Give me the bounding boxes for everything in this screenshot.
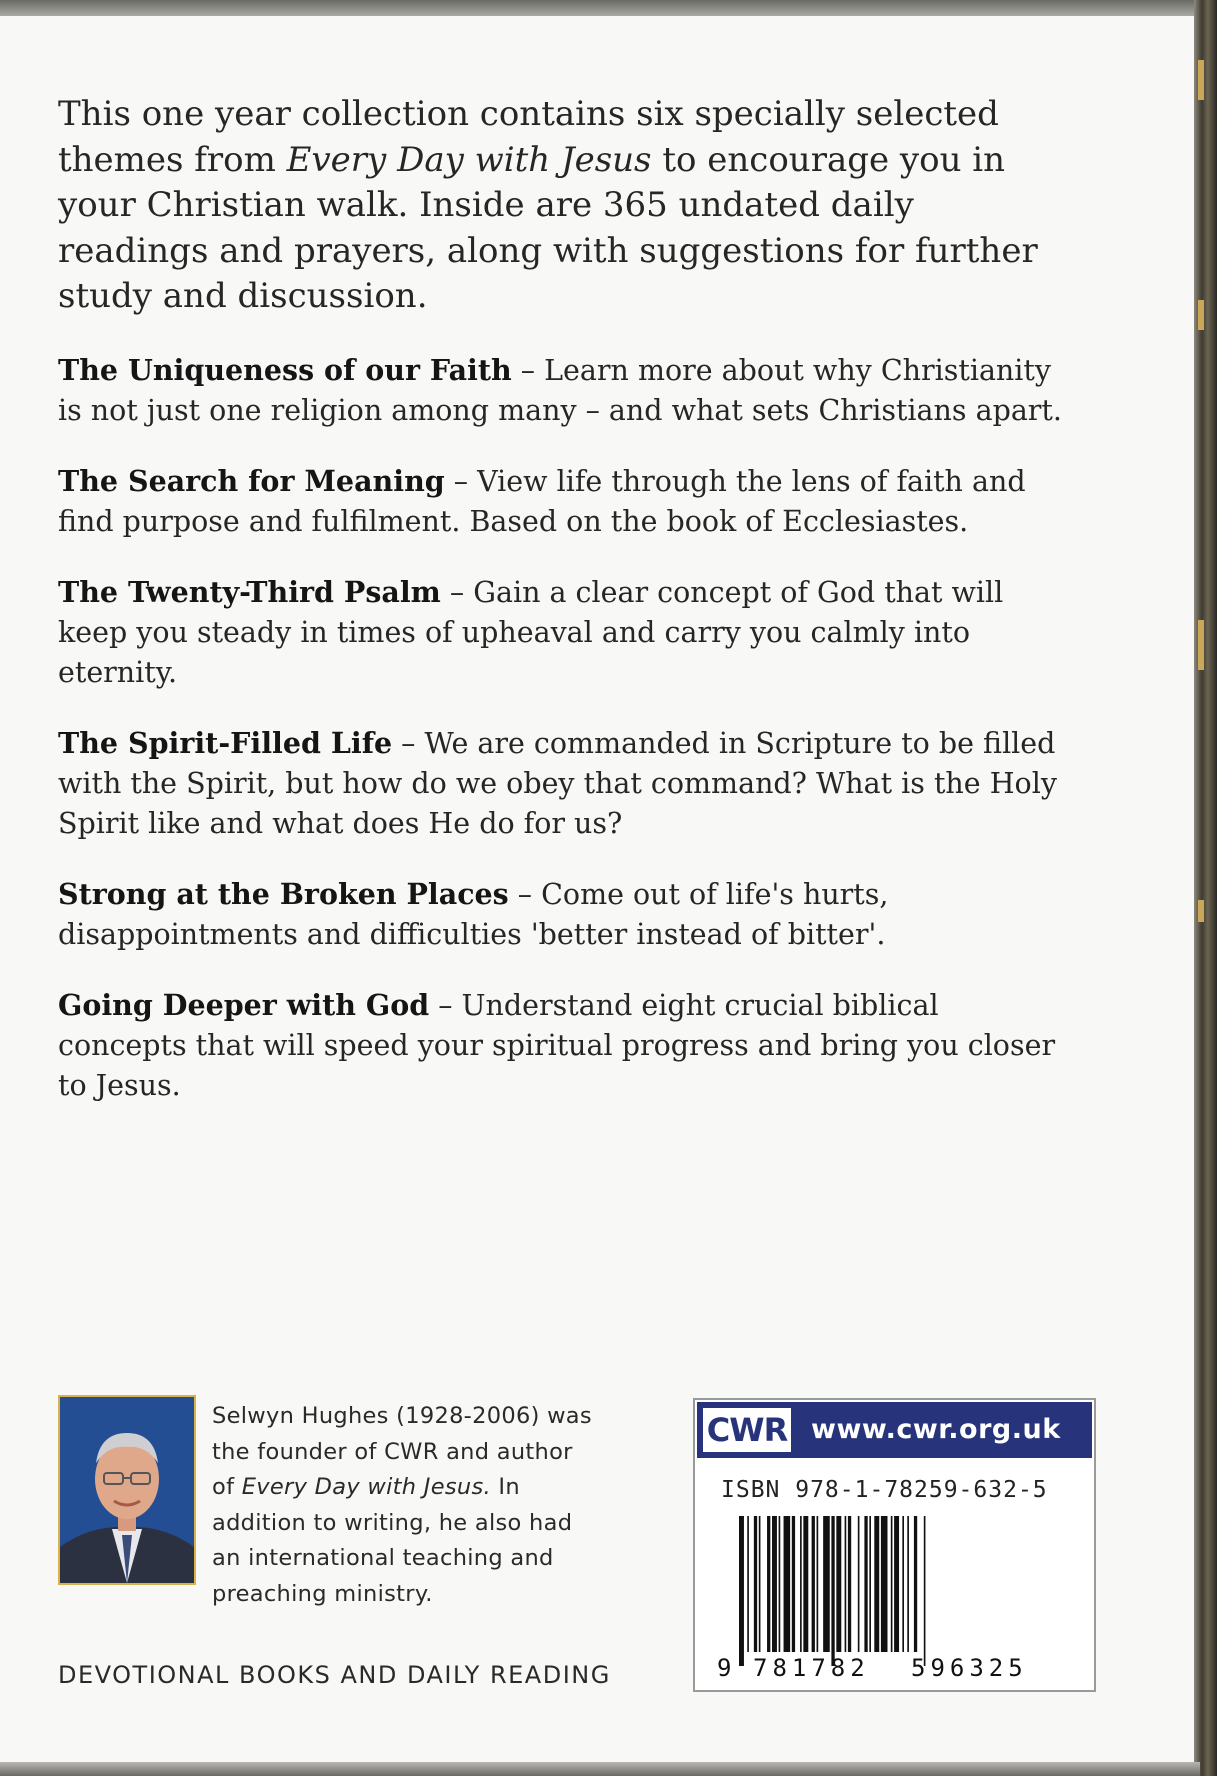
theme-search-meaning [58, 461, 1068, 542]
intro-paragraph: This one year collection contains six specially selected themes from Every Day with Jesus to encourage you in your Christian walk. Inside are 365 undated daily readings and prayers, along with suggestions for further study and discussion. [58, 94, 1038, 316]
barcode [715, 1516, 1075, 1682]
theme-title: The Twenty-Third Psalm [58, 575, 441, 609]
theme-description: – Understand eight crucial biblical concepts that will speed your spiritual progress and bring you closer to Jesus. [58, 989, 1056, 1102]
author-photo [58, 1395, 196, 1585]
theme-going-deeper [58, 985, 1068, 1106]
theme-description: – View life through the lens of faith and find purpose and fulfilment. Based on the book of Ecclesiastes. [58, 465, 1026, 538]
cwr-logo: CWR [703, 1408, 791, 1452]
theme-description: – We are commanded in Scripture to be filled with the Spirit, but how do we obey that command? What is the Holy Spirit like and what does He do for us? [58, 727, 1057, 840]
theme-description: – Come out of life's hurts, disappointments and difficulties 'better instead of bitter'. [58, 878, 889, 951]
author-book-title: Every Day with Jesus. [241, 1474, 491, 1500]
barcode-digit-prefix: 9 [717, 1654, 732, 1682]
theme-uniqueness [58, 350, 1068, 431]
themes-list [58, 350, 1068, 1106]
theme-title: Going Deeper with God [58, 988, 430, 1022]
theme-title: The Spirit-Filled Life [58, 726, 393, 760]
author-bio: Selwyn Hughes (1928-2006) was the founder of CWR and author of Every Day with Jesus. In addition to writing, he also had an international teaching and preaching ministry. [212, 1403, 592, 1607]
publisher-band [697, 1402, 1092, 1458]
theme-twenty-third-psalm [58, 572, 1068, 693]
theme-title: The Uniqueness of our Faith [58, 353, 512, 387]
theme-title: Strong at the Broken Places [58, 877, 509, 911]
theme-spirit-filled [58, 723, 1068, 844]
barcode-panel [693, 1398, 1096, 1692]
barcode-digits-right: 596325 [911, 1654, 1028, 1682]
intro-book-title: Every Day with Jesus [286, 139, 652, 180]
theme-title: The Search for Meaning [58, 464, 445, 498]
isbn-number: ISBN 978-1-78259-632-5 [721, 1477, 1048, 1503]
theme-description: – Gain a clear concept of God that will keep you steady in times of upheaval and carry you calmly into eternity. [58, 576, 1004, 689]
theme-description: – Learn more about why Christianity is not just one religion among many – and what sets Christians apart. [58, 354, 1062, 427]
publisher-website: www.cwr.org.uk [811, 1414, 1061, 1445]
book-top-edge [0, 0, 1217, 16]
barcode-digits-left: 781782 [753, 1654, 870, 1682]
theme-broken-places [58, 874, 1068, 955]
category-label: DEVOTIONAL BOOKS AND DAILY READING [58, 1661, 611, 1689]
book-spine-edge [1194, 0, 1217, 1776]
book-bottom-edge [0, 1762, 1200, 1776]
